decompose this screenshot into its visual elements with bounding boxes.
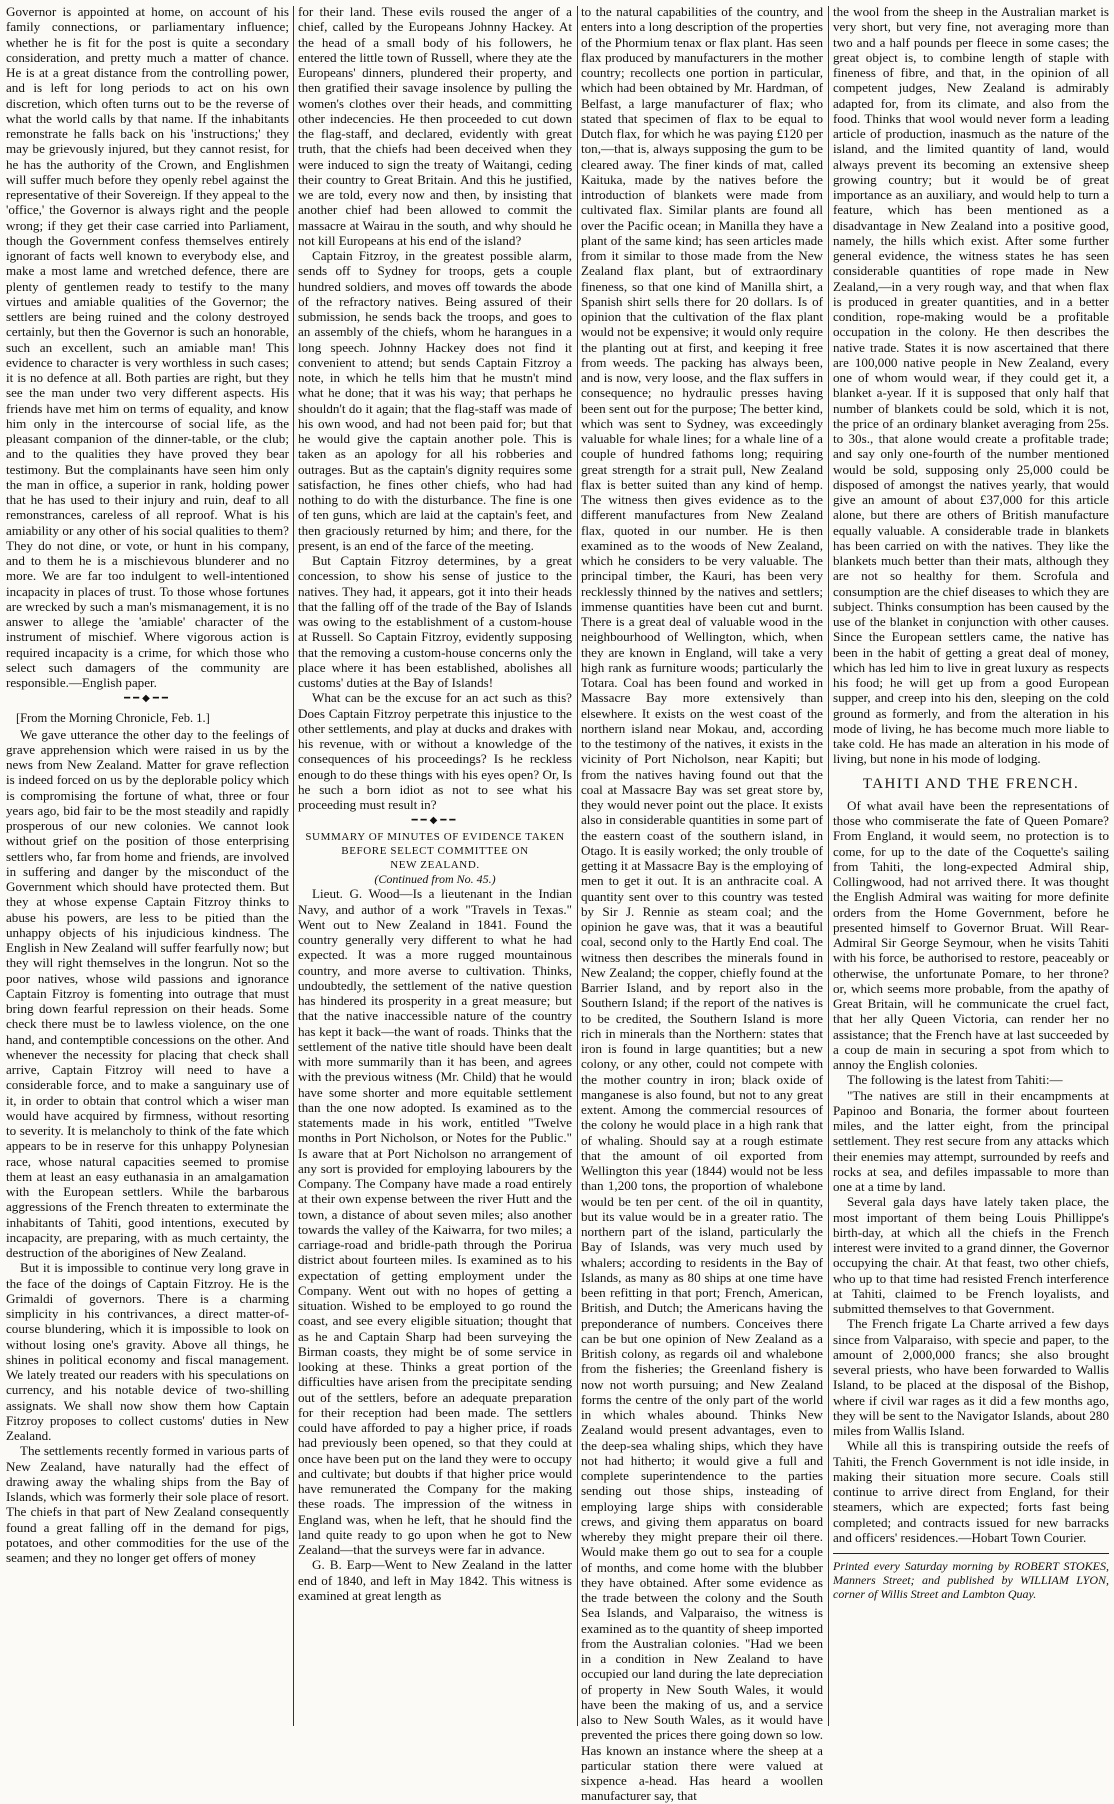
article-paragraph: for their land. These evils roused the anger of a chief, called by the Europeans Johnny Hackey. At the head of a small body of his followers, he entered the little town of Russell, where they ate the Europeans' dinners, plundered their property, and then gratified their savage insolence by pulling the women's clothes over their heads, and committing other indecencies. He then proceeded to cut down the flag-staff, and declared, evidently with great truth, that the chiefs had been deceived when they were induced to sign the treaty of Waitangi, ceding their country to Great Britain. And this he justified, we are told, every now and then, by insisting that another chief had been allowed to commit the massacre at Wairau in the south, and why should he not kill Europeans at his end of the island? [298, 4, 572, 248]
article-paragraph: But Captain Fitzroy determines, by a great concession, to show his sense of justice to the natives. They had, it appears, got it into their heads that the falling off of the trade of the Bay of Islands was owing to the establishment of a custom-house at Russell. So Captain Fitzroy, evidently supposing that the removing a custom-house concerns only the place where it has been established, abolishes all customs' duties at the Bay of Islands! [298, 553, 572, 690]
article-paragraph: But it is impossible to continue very long grave in the face of the doings of Captain Fitzroy. He is the Grimaldi of governors. There is a charming simplicity in his contrivances, a direct matter-of-course blundering, which it is impossible to look on without losing one's gravity. Above all things, he shines in political economy and fiscal management. We lately treated our readers with his speculations on currency, and his notable device of two-shilling assignats. We shall now show them how Captain Fitzroy proposes to collect customs' duties in New Zealand. [6, 1260, 289, 1443]
article-paragraph: The following is the latest from Tahiti:— [847, 1072, 1063, 1088]
article-paragraph: Of what avail have been the representations of those who commiserate the fate of Queen Pomare? From England, it would seem, no protection is to come, for up to the date of the Coquette's sailing from Tahiti, the long-expected Admiral ship, Collingwood, had not arrived there. It was thought the English Admiral was waiting for more definite orders from the Home Government, before he presented himself to Governor Bruat. Will Rear-Admiral Sir George Seymour, when he visits Tahiti with his force, be authorised to restore, peaceably or otherwise, the unfortunate Pomare, to her throne? or, which seems more probable, from the apathy of Great Britain, will he communicate the cruel fact, that her ally Queen Victoria, can render her no assistance; that the French have at last succeeded by a coup de main in securing a spot from which to annoy the English colonies. [833, 797, 1109, 1072]
column-2 [298, 4, 572, 1726]
column-rule [293, 6, 294, 1726]
section-ornament: ━━◆━━ [411, 815, 459, 827]
article-paragraph: Captain Fitzroy, in the greatest possible alarm, sends off to Sydney for troops, gets a couple hundred soldiers, and moves off towards the abode of the refractory natives. Being assured of their submission, he sends back the troops, and goes to an assembly of the chiefs, whom he harangues in a long speech. Johnny Hackey does not find it convenient to attend; but sends Captain Fitzroy a note, in which he tells him that he mustn't mind what he done; that it was his way; that perhaps he shouldn't do it again; that the flag-staff was made of his own wood, and had not been paid for; but that he would give the captain another pole. This is taken as an apology for all his robberies and outrages. But as the captain's dignity requires some satisfaction, he fines other chiefs, who had had nothing to do with the disturbance. The fine is one of ten guns, which are laid at the captain's feet, and then graciously returned by him; and there, for the present, is an end of the farce of the meeting. [298, 248, 572, 553]
column-1 [6, 4, 289, 1726]
section-heading-tahiti: TAHITI AND THE FRENCH. [862, 775, 1080, 792]
article-paragraph: Several gala days have lately taken place, the most important of them being Louis Phillippe's birth-day, at which all the chiefs in the French interest were invited to a grand dinner, the Governor occupying the chair. At that feast, two other chiefs, who up to that time had resisted French interference at Tahiti, claimed to be French loyalists, and submitted themselves to that Government. [833, 1194, 1109, 1316]
printer-imprint: Printed every Saturday morning by ROBERT STOKES, Manners Street; and published by WILLIAM LYON, corner of Willis Street and Lambton Quay. [833, 1553, 1109, 1601]
article-paragraph: Governor is appointed at home, on account of his family connections, or parliamentary influence; whether he is fit for the post is quite a secondary consideration, and pretty much a matter of chance. He is at a great distance from the controlling power, and is left for long periods to act on his own discretion, which often turns out to be the reverse of what the world calls by that name. If the inhabitants remonstrate he falls back on his 'instructions;' they may be grievously injured, but they cannot resist, for he has the authority of the Crown, and Englishmen will suffer much before they openly rebel against the representative of their Sovereign. If they appeal to the 'office,' the Governor is always right and the people wrong; if they get their case carried into Parliament, though the Government confess themselves entirely ignorant of facts well known to everybody else, and make a most lame and wretched defence, there are plenty of gentlemen ready to testify to the many virtues and amiable qualities of the Governor; the settlers are being ruined and the colony destroyed certainly, but then the Governor is such an honorable, such an excellent, such an amiable man! This evidence to character is very worthless in such cases; it is no defence at all. Both parties are right, but they see the man under two very different aspects. His friends have met him on terms of equality, and know him only in the intercourse of social life, as the pleasant companion of the dinner-table, or the club; and to the qualities they have proved they bear testimony. But the complainants have seen him only the man in office, a superior in rank, holding power that he has used to their injury and ruin, deaf to all remonstrances, careless of all reproof. What is his amiability or any other of his social qualities to them? They do not dine, or vote, or hunt in his company, and to them he is a mischievous blunderer and no more. We are far too indulgent to well-intentioned incapacity in places of trust. To those whose fortunes are wrecked by such a man's mismanagement, it is no answer to allege the 'amiable' character of the instrument of mischief. Where vigorous action is required incapacity is a crime, for which those who select such damagers of the community are responsible.—English paper. [6, 4, 289, 690]
article-paragraph: While all this is transpiring outside the reefs of Tahiti, the French Government is not idle inside, in making their situation more secure. Coals still continue to arrive direct from England, for their steamers, which are expected; forts fast being completed; and contracts issued for new barracks and officers' residences.—Hobart Town Courier. [833, 1438, 1109, 1545]
article-paragraph: the wool from the sheep in the Australian market is very short, but very fine, not averaging more than two and a half pounds per fleece in some cases; the great object is, to combine length of staple with fineness of fibre, and that, in the opinion of all competent judges, New Zealand is admirably adapted for, from its climate, and also from the food. Thinks that wool would never form a leading article of production, inasmuch as the nature of the island, and the limited quantity of land, would always prevent its becoming an extensive sheep growing country; but it would be of great importance as an auxiliary, and would help to turn a feature, which has been mentioned as a disadvantage in New Zealand into a positive good, namely, the hills which exist. After some further general evidence, the witness states he has seen considerable quantities of rope made in New Zealand,—in a very rough way, and that when flax is produced in greater quantities, and in a better condition, rope-making would be a profitable occupation in the colony. He then describes the native trade. States it is now ascertained that there are 100,000 native people in New Zealand, every one of whom would wear, if they could get it, a blanket a-year. If it is supposed that only half that number of blankets could be sold, which it is not, the price of an ordinary blanket averaging from 25s. to 30s., that alone would create a profitable trade; and say only one-fourth of the number mentioned would be sold, supposing only 25,000 could be disposed of amongst the natives yearly, that would give an amount of about £37,000 for this article alone, but there are others of British manufacture equally valuable. A considerable trade in blankets has been carried on with the natives. They like the blankets much better than their mats, although they are not so healthy for them. Scrofula and consumption are the chief diseases to which they are subject. Thinks consumption has been caused by the use of the blanket in conjunction with other causes. Since the European settlers came, the native has been in the habit of getting a great deal of money, which has led him to live in great luxury as respects his food; he will get up from a good European supper, and creep into his den, sleeping on the cold ground as formerly, and from the alteration in his mode of living, he has become much more liable to take cold. He has made an alteration in his mode of living, but none in his mode of lodging. [833, 4, 1109, 767]
column-3 [581, 4, 823, 1804]
article-paragraph: The French frigate La Charte arrived a few days since from Valparaiso, with specie and paper, to the amount of 2,000,000 francs; she also brought several priests, who have been forwarded to Wallis Island, to be placed at the disposal of the Bishop, where if civil war rages as it did a few months ago, they will be sent to the Navigator Islands, about 280 miles from Wallis Island. [833, 1316, 1109, 1438]
column-rule [577, 6, 578, 1726]
section-ornament: ━━◆━━ [124, 693, 171, 705]
article-paragraph: G. B. Earp—Went to New Zealand in the latter end of 1840, and left in May 1842. This witness is examined at great length as [298, 1557, 572, 1603]
source-attribution: [From the Morning Chronicle, Feb. 1.] [16, 711, 210, 726]
article-paragraph: What can be the excuse for an act such as this? Does Captain Fitzroy perpetrate this injustice to the other settlements, and play at ducks and drakes with his revenue, with or without a knowledge of the consequences of his proceedings? Is he reckless enough to do these things with his eyes open? Or, Is he such a born idiot as not to see what his proceeding must result in? [298, 690, 572, 812]
section-heading-line-2: NEW ZEALAND. [390, 859, 480, 872]
article-paragraph: Lieut. G. Wood—Is a lieutenant in the Indian Navy, and author of a work "Travels in Texas." Went out to New Zealand in 1841. Found the country generally very different to what he had expected. It was a more rugged mountainous country, and more averse to cultivation. Thinks, undoubtedly, the settlement of the native question has hindered its prosperity in a great measure; but that the native inaccessible nature of the country has kept it back—the want of roads. Thinks that the settlement of the native title should have been dealt with more summarily than it has been, and agrees with the previous witness (Mr. Child) that he would have some shorter and more equitable settlement than the one now adopted. Is examined as to the statements made in his work, entitled "Twelve months in Port Nicholson, or Notes for the Public." Is aware that at Port Nicholson no arrangement of any sort is provided for employing labourers by the Company. The Company have made a road entirely at their own expense between the river Hutt and the town, a distance of about seven miles; also another towards the valley of the Kaiwarra, for two miles; a carriage-road and bridle-path through the Porirua district about fourteen miles. Is examined as to his expectation of getting employment under the Company. Went out with no hopes of getting a situation. Wished to be employed to go round the coast, and see every eligible situation; thought that as he and Captain Sharp had been surveying the Birman coasts, they might be of some service in looking at these. Thinks a great portion of the difficulties have arisen from the precipitate sending out of the settlers, before an adequate preparation for their reception had been made. The settlers could have afforded to pay a higher price, if roads had previously been opened, so that they could at once have been put on the land they were to occupy and cultivate; but doubts if that higher price would have remunerated the Company for the making these roads. The impression of the witness in England was, when he left, that he should find the land quite ready to go upon when he got to New Zealand—that the surveys were far in advance. [298, 886, 572, 1557]
article-paragraph: The settlements recently formed in various parts of New Zealand, have naturally had the effect of drawing away the whaling ships from the Bay of Islands, which was formerly their sole place of resort. The chiefs in that part of New Zealand consequently found a great falling off in the demand for pigs, potatoes, and other commodities for the use of the seamen; and they no longer get offers of money [6, 1443, 289, 1565]
section-subheading: (Continued from No. 45.) [374, 872, 496, 887]
section-heading: SUMMARY OF MINUTES OF EVIDENCE TAKEN BEFORE SELECT COMMITTEE ON [305, 831, 565, 858]
article-paragraph: "The natives are still in their encampments at Papinoo and Bonaria, the former about fourteen miles, and the latter eight, from the principal settlement. They rest secure from any attacks which their enemies may attempt, surrounded by reefs and rocks at sea, and defiles impassable to more than one at a time by land. [833, 1087, 1109, 1194]
column-rule [828, 6, 829, 1726]
article-paragraph: to the natural capabilities of the country, and enters into a long description of the properties of the Phormium tenax or flax plant. Has seen flax produced by manufacturers in the mother country; recollects one portion in particular, which had been obtained by Mr. Hardman, of Belfast, a large manufacturer of flax; who stated that specimen of flax to be equal to Dutch flax, for which he was paying £120 per ton,—that is, always supposing the gum to be cleared away. The finer kinds of mat, called Kaituka, made by the natives before the introduction of blankets were made from cultivated flax. Similar plants are found all over the Pacific ocean; in Manilla they have a plant of the same kind; has seen articles made from it similar to those made from the New Zealand flax plant, but of extraordinary fineness, so that one kind of Manilla shirt, a Spanish shirt sells there for 20 dollars. Is of opinion that the cultivation of the flax plant would not be expensive; it would only require the planting out at first, and keeping it free from weeds. The packing has always been, and is now, very loose, and the flax suffers in consequence; no hydraulic presses having been sent out for the purpose; The better kind, which was sent to Sydney, was exceedingly valuable for whale lines; for a whale line of a couple of hundred fathoms long; requiring great strength for a strait pull, New Zealand flax is better suited than any kind of hemp. The witness then gives evidence as to the different manufactures from New Zealand flax, quoted in our number. He is then examined as to the woods of New Zealand, which he considers to be very valuable. The principal timber, the Kauri, has been very recklessly thinned by the natives and settlers; immense quantities have been cut and burnt. There is a great deal of valuable wood in the neighbourhood of Wellington, which, when they are known in England, will take a very high rank as furniture woods; particularly the Totara. Coal has been found and worked in Massacre Bay more extensively than elsewhere. It exists on the west coast of the northern island near Mokau, and, according to the testimony of the natives, it exists in the vicinity of Port Nicholson, near Kapiti; but from the natives having found out that the coal at Massacre Bay was set great store by, they would never point out the place. It exists also in considerable quantities in some part of the eastern coast of the southern island, in Otago. It is easily worked; the only trouble of getting it at Massacre Bay is the employing of men to get it out. It is an anthracite coal. A quantity sent over to this country was tested by Sir J. Rennie as steam coal; and the opinion he gave was, that it was a beautiful coal, second only to the Hartly End coal. The witness then describes the minerals found in New Zealand; the copper, chiefly found at the Barrier Island, and by report also in the Southern Island; if the report of the natives is to be credited, the Southern Island is more rich in minerals than the Northern: states that iron is found in large quantities; but a new colony, or any other, could not compete with the mother country in iron; black oxide of manganese is also found, but not to any great extent. Among the commercial resources of the colony he would place in a high rank that of whaling. Should say at a rough estimate that the amount of oil exported from Wellington this year (1844) would not be less than 1,200 tons, the proportion of whalebone would be ten per cent. of the oil in quantity, but its value would be in a greater ratio. The northern part of the island, particularly the Bay of Islands, was very much used by whalers; according to residents in the Bay of Islands, as many as 80 ships at one time have been refitting in that port; French, American, British, and Dutch; the Americans having the preponderance of numbers. Conceives there can be but one opinion of New Zealand as a British colony, as regards oil and whalebone from the fisheries; the Greenland fishery is now not worth pursuing; and New Zealand forms the centre of the only part of the world in which whales abound. Thinks New Zealand would present advantages, even to the deep-sea whaling ships, which they have not had hitherto; it would give a full and complete superintendence to the parties sending out those ships, insteading of employing large ships with considerable crews, and giving them apparatus on board whereby they might prepare their oil there. Would make them go out to sea for a couple of months, and come home with the blubber they have obtained. After some evidence as the trade between the colony and the South Sea Islands, and Valparaiso, the witness is examined as to the quantity of sheep imported from the Australian colonies. "Had we been in a condition in New Zealand to have occupied our land during the late depreciation of property in New South Wales, it would have been the making of us, and a service also to New South Wales, as it would have prevented the prices there going down so low. Has known an instance where the sheep at a particular station there were valued at sixpence a-head. Has heard a woollen manufacturer say, that [581, 4, 823, 1804]
article-paragraph: We gave utterance the other day to the feelings of grave apprehension which were raised in us by the news from New Zealand. Matter for grave reflection is indeed forced on us by the deplorable policy which is compromising the fortune of what, three or four years ago, bid fair to be the most steadily and rapidly prosperous of our new colonies. We cannot look without grief on the position of those enterprising settlers who, far from home and friends, are involved in suffering and danger by the misconduct of the Government which should have protected them. But they at whose expense Captain Fitzroy thinks to abuse his powers, are less to be pitied than the unhappy objects of his injudicious kindness. The English in New Zealand will suffer fearfully now; but they will right themselves in the longrun. Not so the poor natives, whose wild passions and ignorance Captain Fitzroy is fomenting into outrage that must bring down fearful repression on their heads. Some check there must be to lawless violence, on the one hand, and contemptible concessions on the other. And whenever the necessity for placing that check shall arrive, Captain Fitzroy will need to have a considerable force, and to make a sanguinary use of it, in order to obtain that control which a wiser man would have acquired by firmness, without resorting to severity. It is melancholy to think of the fate which appears to be in reserve for this unhappy Polynesian race, whose natural capacities seemed to promise them at least an easy euthanasia in an amalgamation with the European settlers. While the barbarous aggressions of the French threaten to exterminate the inhabitants of Tahiti, good intentions, executed by incapacity, are preparing, with as much certainty, the destruction of the aborigines of New Zealand. [6, 726, 289, 1260]
column-4 [833, 4, 1109, 1726]
